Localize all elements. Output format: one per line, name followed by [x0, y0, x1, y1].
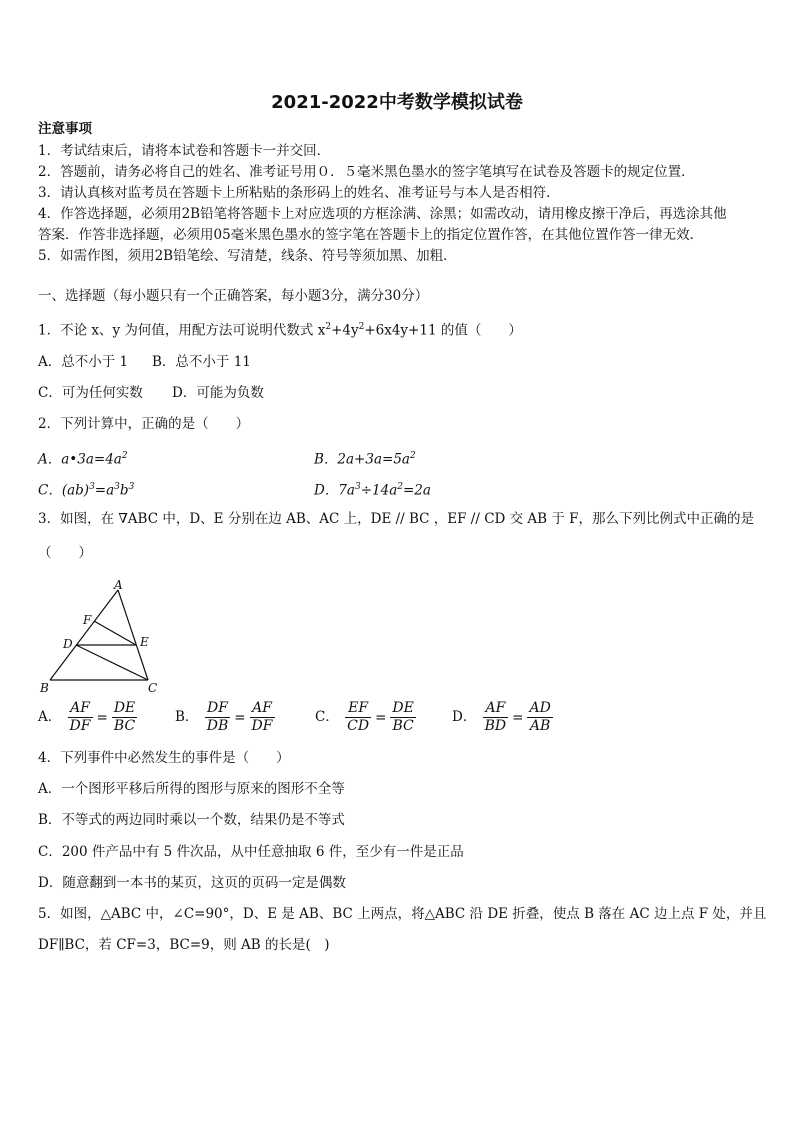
question-2-stem: 2．下列计算中，正确的是（ ） — [38, 416, 250, 432]
q4-option-b: B．不等式的两边同时乘以一个数，结果仍是不等式 — [38, 812, 345, 828]
question-3-stem: 3．如图，在 ∇ABC 中，D、E 分别在边 AB、AC 上，DE // BC ，EF // CD 交 AB 于 F，那么下列比例式中正确的是 — [38, 511, 755, 527]
notice-item: 答案．作答非选择题，必须用05毫米黑色墨水的签字笔在答题卡上的指定位置作答，在其他位置作答一律无效． — [38, 227, 704, 243]
q3-option-b: B． $\frac{DF}{DB}$ = $\frac{AF}{DF}$ — [175, 700, 273, 734]
question-3-stem-paren: （ ） — [38, 545, 92, 561]
label-a: A — [114, 578, 123, 592]
label-c: C — [148, 681, 158, 695]
label-e: E — [140, 635, 149, 649]
notice-heading: 注意事项 — [38, 121, 92, 137]
q3-option-a: A． $\frac{AF}{DF}$ = $\frac{DE}{BC}$ — [38, 700, 136, 734]
notice-item: 1．考试结束后，请将本试卷和答题卡一并交回． — [38, 143, 331, 159]
q2-option-b: B．$2a+3a=5a^2$ — [314, 451, 416, 468]
label-f: F — [83, 613, 92, 627]
notice-item: 3．请认真核对监考员在答题卡上所粘贴的条形码上的姓名、准考证号与本人是否相符． — [38, 185, 560, 201]
label-d: D — [63, 637, 73, 651]
question-1-stem: 1．不论 x、y 为何值，用配方法可说明代数式 $x^2+4y^2+6x4y+11$ 的值（ ） — [38, 322, 522, 339]
q4-option-d: D．随意翻到一本书的某页，这页的页码一定是偶数 — [38, 875, 346, 891]
label-b: B — [40, 681, 49, 695]
question-5-stem-cont: DF∥BC，若 CF=3，BC=9，则 AB 的长是( ) — [38, 937, 330, 953]
q2-option-d: D．$7a^3\div 14a^2=2a$ — [314, 482, 431, 499]
section-heading: 一、选择题（每小题只有一个正确答案，每小题3分，满分30分） — [38, 288, 429, 304]
triangle-figure — [38, 578, 168, 696]
notice-item: 4．作答选择题，必须用2B铅笔将答题卡上对应选项的方框涂满、涂黑；如需改动，请用橡皮擦干净后，再选涂其他 — [38, 206, 727, 222]
q4-option-a: A．一个图形平移后所得的图形与原来的图形不全等 — [38, 781, 345, 797]
segment-dc — [76, 645, 148, 680]
question-4-stem: 4．下列事件中必然发生的事件是（ ） — [38, 750, 290, 766]
q1-option-b: B．总不小于 11 — [152, 354, 251, 370]
q2-option-a: A．$a•3a=4a^2$ — [38, 451, 128, 468]
q1-option-a: A．总不小于 1 — [38, 354, 129, 370]
edge-ab — [50, 590, 118, 680]
question-5-stem: 5．如图，△ABC 中，∠C=90°，D、E 是 AB、BC 上两点，将△ABC 沿 DE 折叠，使点 B 落在 AC 边上点 F 处，并且 — [38, 906, 767, 922]
notice-item: 2．答题前，请务必将自己的姓名、准考证号用０．５毫米黑色墨水的签字笔填写在试卷及答题卡的规定位置． — [38, 164, 695, 180]
q3-option-d: D． $\frac{AF}{BD}$ = $\frac{AD}{AB}$ — [452, 700, 551, 734]
q1-option-d: D．可能为负数 — [172, 385, 264, 401]
q2-option-c: C．$(ab)^3=a^3b^3$ — [38, 482, 135, 499]
q1-option-c: C．可为任何实数 — [38, 385, 143, 401]
q4-option-c: C．200 件产品中有 5 件次品，从中任意抽取 6 件，至少有一件是正品 — [38, 844, 464, 860]
page-title: 2021-2022中考数学模拟试卷 — [271, 92, 523, 113]
q3-option-c: C． $\frac{EF}{CD}$ = $\frac{DE}{BC}$ — [315, 700, 414, 734]
notice-item: 5．如需作图，须用2B铅笔绘、写清楚，线条、符号等须加黑、加粗． — [38, 248, 457, 264]
